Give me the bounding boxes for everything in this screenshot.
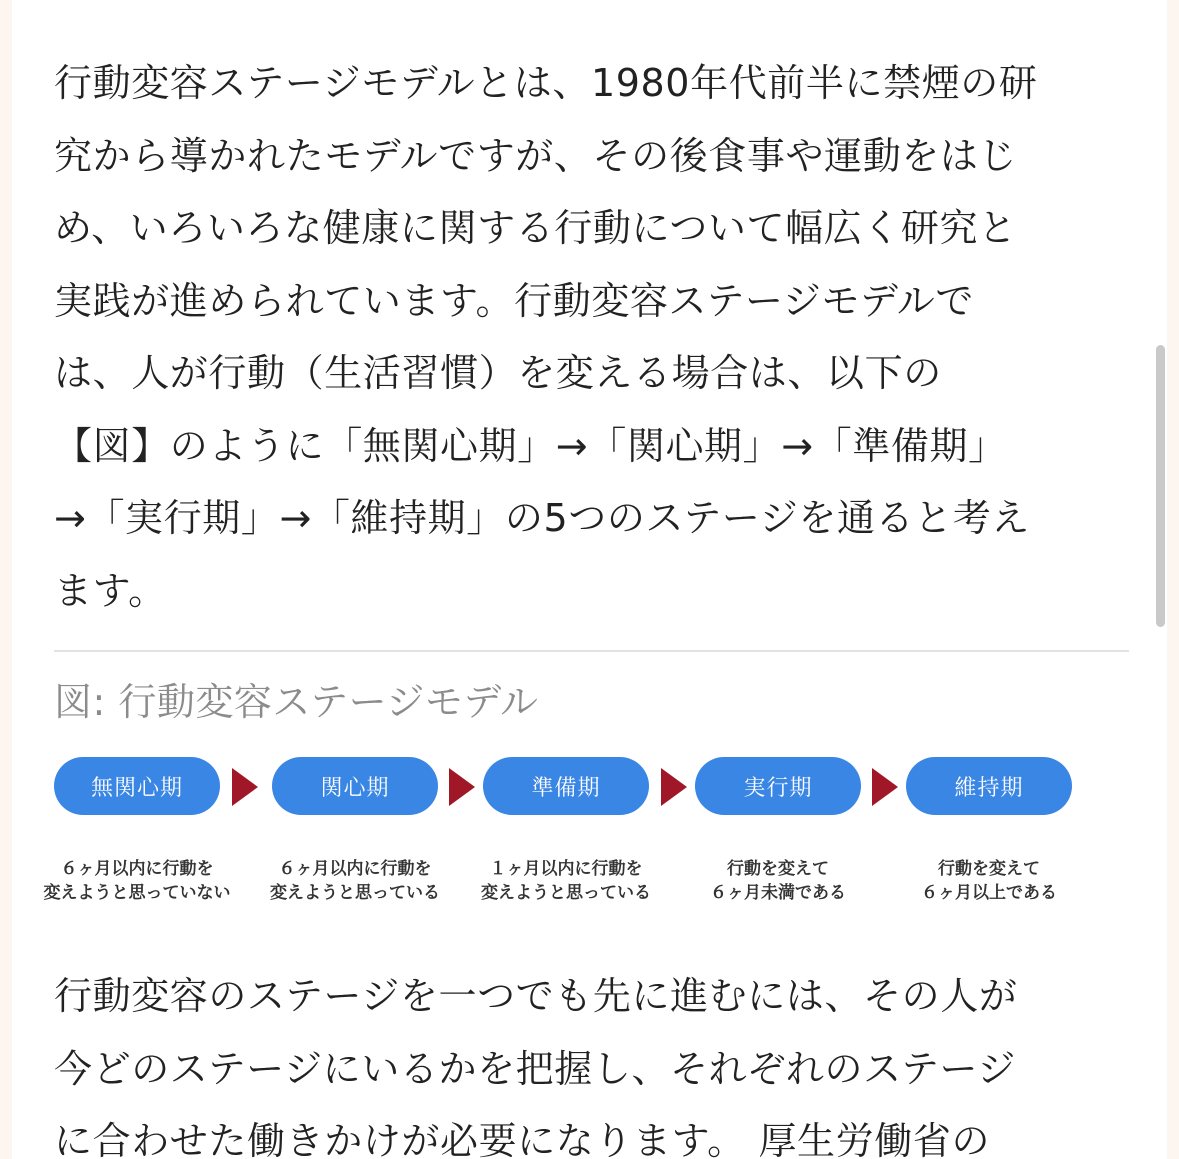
intro-paragraph bbox=[54, 47, 1134, 627]
stage-action: 実行期 bbox=[695, 757, 861, 815]
text-line: 行動変容ステージモデルとは、1980年代前半に禁煙の研 bbox=[54, 61, 1038, 105]
stage-description-line: 変えようと思っていない bbox=[43, 883, 231, 903]
stage-description-line: １ヶ月以内に行動を bbox=[489, 859, 643, 879]
stage-description-line: 変えようと思っている bbox=[481, 883, 651, 903]
stage-description-line: ６ヶ月以内に行動を bbox=[60, 859, 214, 879]
arrow-right-icon bbox=[872, 768, 898, 806]
arrow-right-icon bbox=[449, 768, 475, 806]
figure-caption: 図: 行動変容ステージモデル bbox=[54, 680, 539, 724]
stage-description-line: ６ヶ月未満である bbox=[710, 883, 846, 903]
text-line: に合わせた働きかけが必要になります。 厚生労働省の bbox=[54, 1119, 991, 1159]
stage-description bbox=[27, 857, 247, 905]
text-line: →「実行期」→「維持期」の5つのステージを通ると考え bbox=[54, 496, 1030, 540]
stage-description bbox=[245, 857, 465, 905]
stage-description-line: 行動を変えて bbox=[727, 859, 829, 879]
text-line: 今どのステージにいるかを把握し、それぞれのステージ bbox=[54, 1046, 1016, 1091]
stage-description bbox=[668, 857, 888, 905]
stage-description-line: 変えようと思っている bbox=[270, 883, 440, 903]
stage-description-line: 行動を変えて bbox=[938, 859, 1040, 879]
text-line: 【図】のように「無関心期」→「関心期」→「準備期」 bbox=[54, 423, 1007, 468]
text-line: 行動変容のステージを一つでも先に進むには、その人が bbox=[54, 974, 1018, 1018]
arrow-right-icon bbox=[232, 768, 258, 806]
article-page bbox=[12, 0, 1167, 1159]
arrow-right-icon bbox=[661, 768, 687, 806]
stage-contemplation: 関心期 bbox=[272, 757, 438, 815]
stage-preparation: 準備期 bbox=[483, 757, 649, 815]
vertical-scrollbar[interactable] bbox=[1156, 345, 1165, 627]
text-line: め、いろいろな健康に関する行動について幅広く研究と bbox=[54, 206, 1017, 250]
stage-description-line: ６ヶ月以上である bbox=[921, 883, 1057, 903]
text-line: 実践が進められています。行動変容ステージモデルで bbox=[54, 278, 974, 323]
stage-maintenance: 維持期 bbox=[906, 757, 1072, 815]
stage-description bbox=[879, 857, 1099, 905]
section-divider bbox=[54, 650, 1129, 652]
outro-paragraph bbox=[54, 960, 1134, 1159]
stage-description bbox=[456, 857, 676, 905]
text-line: 究から導かれたモデルですが、その後食事や運動をはじ bbox=[54, 133, 1018, 178]
stage-description-line: ６ヶ月以内に行動を bbox=[278, 859, 432, 879]
text-line: は、人が行動（生活習慣）を変える場合は、以下の bbox=[54, 351, 942, 395]
stage-model-figure bbox=[43, 740, 1144, 920]
stage-precontemplation: 無関心期 bbox=[54, 757, 220, 815]
text-line: ます。 bbox=[54, 568, 167, 613]
